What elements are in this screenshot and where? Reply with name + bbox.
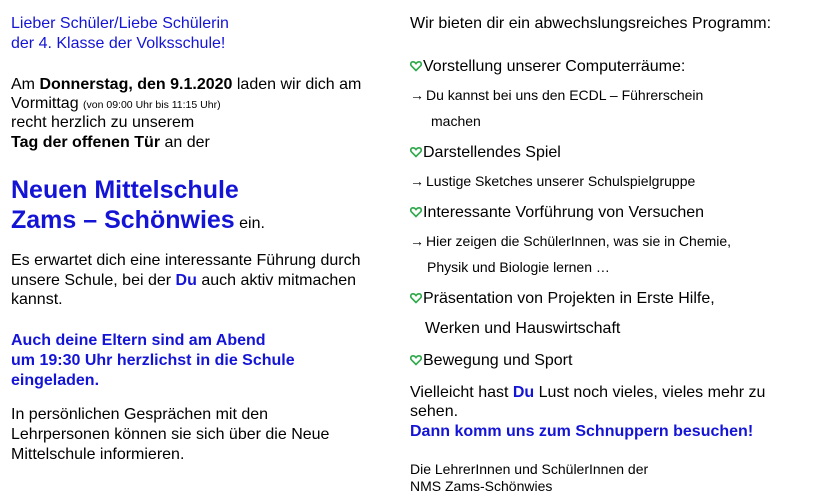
program-item-1-detail: Du kannst bei uns den ECDL – Führerschein <box>426 87 704 103</box>
tour-line-1: Es erwartet dich eine interessante Führung durch <box>11 252 361 269</box>
invite-post: laden wir dich am <box>232 76 362 93</box>
invite-date: Donnerstag, den 9.1.2020 <box>39 76 233 93</box>
tour-line-3: kannst. <box>11 291 63 308</box>
heart-outline-icon <box>410 60 422 72</box>
invite-line-3: recht herzlich zu unserem <box>11 114 195 131</box>
signature-line-1: Die LehrerInnen und SchülerInnen der <box>410 461 649 477</box>
program-item-2-title: Darstellendes Spiel <box>423 144 561 161</box>
tour-line-2 <box>11 271 356 290</box>
program-item-1-sub-2: machen <box>431 113 481 129</box>
open-day-post: an der <box>160 134 210 151</box>
heart-outline-icon <box>410 354 422 366</box>
right-arrow-icon: → <box>410 173 424 189</box>
parents-line-3: eingeladen. <box>11 372 100 389</box>
open-day: Tag der offenen Tür <box>11 134 161 151</box>
greeting-line-2: der 4. Klasse der Volksschule! <box>11 35 226 52</box>
tour-du: Du <box>175 272 197 289</box>
program-intro: Wir bieten dir ein abwechslungsreiches Programm: <box>410 15 772 32</box>
heart-outline-icon <box>410 146 422 158</box>
program-item-5 <box>410 351 572 370</box>
talk-line-1: In persönlichen Gesprächen mit den <box>11 406 269 423</box>
talk-line-2: Lehrpersonen können sie sich über die Neue <box>11 426 330 443</box>
heart-outline-icon <box>410 206 422 218</box>
closing-line-1 <box>410 383 765 402</box>
call-to-action: Dann komm uns zum Schnuppern besuchen! <box>410 423 754 440</box>
program-item-3-sub-2: Physik und Biologie lernen … <box>427 259 610 275</box>
greeting-line-1: Lieber Schüler/Liebe Schülerin <box>11 15 229 32</box>
parents-line-1: Auch deine Eltern sind am Abend <box>11 332 266 349</box>
program-item-4-title: Präsentation von Projekten in Erste Hilfe, <box>423 290 715 307</box>
invite-line-1 <box>11 75 361 94</box>
program-item-1 <box>410 57 685 76</box>
program-item-2-sub-1 <box>410 173 695 190</box>
program-item-3-title: Interessante Vorführung von Versuchen <box>423 204 705 221</box>
closing-line-2: sehen. <box>410 403 459 420</box>
program-item-3 <box>410 203 704 222</box>
closing-du: Du <box>512 384 535 401</box>
talk-line-3: Mittelschule informieren. <box>11 446 185 463</box>
program-item-3-detail: Hier zeigen die SchülerInnen, was sie in Chemie, <box>426 233 732 249</box>
program-item-4 <box>410 289 715 308</box>
invite-time: (von 09:00 Uhr bis 11:15 Uhr) <box>83 99 221 111</box>
program-item-2-detail: Lustige Sketches unserer Schulspielgruppe <box>426 173 696 189</box>
program-item-5-title: Bewegung und Sport <box>423 352 573 369</box>
signature-line-2: NMS Zams-Schönwies <box>410 478 553 494</box>
heart-outline-icon <box>410 292 422 304</box>
program-item-2 <box>410 143 561 162</box>
closing-post: Lust noch vieles, vieles mehr zu <box>534 384 766 401</box>
invite-morning: Vormittag <box>11 95 84 112</box>
school-name-line-1: Neuen Mittelschule <box>11 176 239 204</box>
tour-post: auch aktiv mitmachen <box>196 272 357 289</box>
program-item-3-sub-1 <box>410 233 731 250</box>
invite-line-2 <box>11 94 221 115</box>
program-item-1-sub-1 <box>410 87 703 104</box>
program-item-4-title-2: Werken und Hauswirtschaft <box>425 320 621 337</box>
parents-line-2: um 19:30 Uhr herzlichst in die Schule <box>11 352 295 369</box>
invite-line-4 <box>11 133 210 152</box>
program-item-1-title: Vorstellung unserer Computerräume: <box>423 58 686 75</box>
school-post: ein. <box>234 215 265 232</box>
invite-pre: Am <box>11 76 40 93</box>
school-name-line-2 <box>11 205 265 235</box>
right-arrow-icon: → <box>410 233 424 249</box>
tour-pre: unsere Schule, bei der <box>11 272 176 289</box>
right-arrow-icon: → <box>410 87 424 103</box>
school-town: Zams – Schönwies <box>11 206 235 234</box>
closing-pre: Vielleicht hast <box>410 384 513 401</box>
